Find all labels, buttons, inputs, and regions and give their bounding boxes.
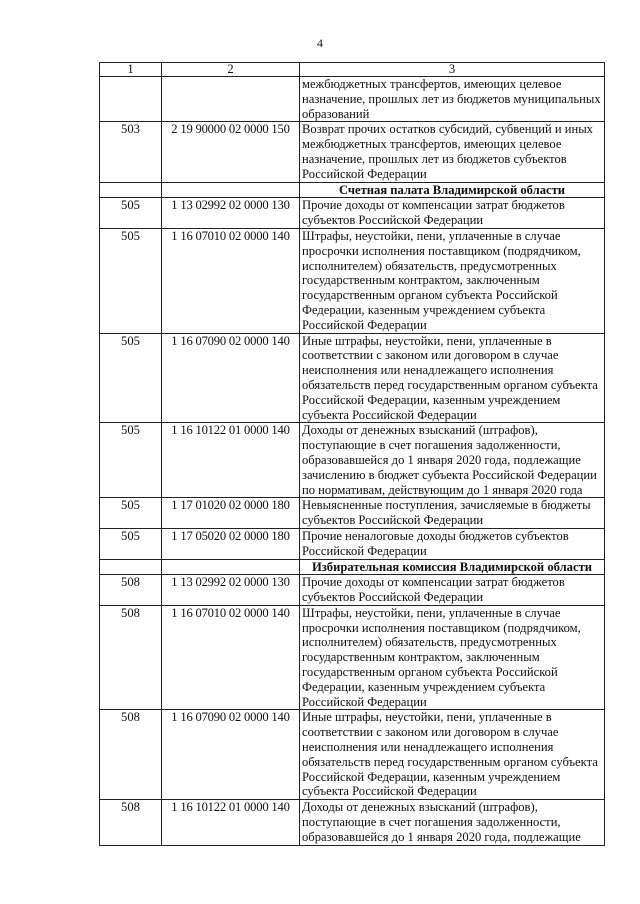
revenue-code-cell: 1 16 07010 02 0000 140 bbox=[162, 228, 300, 333]
revenue-code-cell: 1 16 07090 02 0000 140 bbox=[162, 710, 300, 800]
admin-code-cell: 505 bbox=[100, 498, 162, 529]
table-body bbox=[100, 77, 605, 846]
header-col-1: 1 bbox=[100, 63, 162, 77]
revenue-description-cell: Штрафы, неустойки, пени, уплаченные в случае просрочки исполнения поставщиком (подрядчиком, исполнителем) обязательств, предусмотренных государственным контрактом, заключенным государственным органом субъекта Российской Федерации, казенным учреждением субъекта Российской Федерации bbox=[300, 605, 605, 710]
revenue-code-cell bbox=[162, 77, 300, 122]
revenue-code-cell: 1 13 02992 02 0000 130 bbox=[162, 575, 300, 606]
admin-code-cell: 508 bbox=[100, 710, 162, 800]
table-row bbox=[100, 77, 605, 122]
admin-code-cell: 505 bbox=[100, 423, 162, 498]
revenue-code-cell: 1 16 07090 02 0000 140 bbox=[162, 333, 300, 423]
revenue-code-cell: 1 16 10122 01 0000 140 bbox=[162, 800, 300, 845]
admin-code-cell bbox=[100, 182, 162, 198]
table-row bbox=[100, 198, 605, 229]
revenue-code-cell: 2 19 90000 02 0000 150 bbox=[162, 122, 300, 182]
revenue-description-cell: Доходы от денежных взысканий (штрафов), поступающие в счет погашения задолженности, образовавшейся до 1 января 2020 года, подлежащие зачислению в бюджет субъекта Российской Федерации по нормативам, действующим до 1 января 2020 года bbox=[300, 423, 605, 498]
revenue-code-cell: 1 17 05020 02 0000 180 bbox=[162, 528, 300, 559]
revenue-description-cell: Прочие неналоговые доходы бюджетов субъектов Российской Федерации bbox=[300, 528, 605, 559]
table-row bbox=[100, 498, 605, 529]
revenue-description-cell: межбюджетных трансфертов, имеющих целевое назначение, прошлых лет из бюджетов муниципальных образований bbox=[300, 77, 605, 122]
table-row bbox=[100, 122, 605, 182]
admin-code-cell: 505 bbox=[100, 228, 162, 333]
header-col-2: 2 bbox=[162, 63, 300, 77]
admin-code-cell: 505 bbox=[100, 528, 162, 559]
revenue-code-cell: 1 16 07010 02 0000 140 bbox=[162, 605, 300, 710]
revenue-description-cell: Прочие доходы от компенсации затрат бюджетов субъектов Российской Федерации bbox=[300, 198, 605, 229]
admin-code-cell: 508 bbox=[100, 605, 162, 710]
table-row bbox=[100, 228, 605, 333]
table-header bbox=[100, 63, 605, 77]
section-title-cell: Счетная палата Владимирской области bbox=[300, 182, 605, 198]
revenue-code-cell: 1 13 02992 02 0000 130 bbox=[162, 198, 300, 229]
admin-code-cell: 505 bbox=[100, 333, 162, 423]
revenue-description-cell: Штрафы, неустойки, пени, уплаченные в случае просрочки исполнения поставщиком (подрядчиком, исполнителем) обязательств, предусмотренных государственным контрактом, заключенным государственным органом субъекта Российской Федерации, казенным учреждением субъекта Российской Федерации bbox=[300, 228, 605, 333]
table-row bbox=[100, 800, 605, 845]
revenue-codes-table bbox=[99, 62, 605, 846]
table-row bbox=[100, 333, 605, 423]
revenue-description-cell: Иные штрафы, неустойки, пени, уплаченные в соответствии с законом или договором в случае неисполнения или ненадлежащего исполнения обязательств перед государственным органом субъекта Российской Федерации, казенным учреждением субъекта Российской Федерации bbox=[300, 333, 605, 423]
admin-code-cell bbox=[100, 559, 162, 575]
admin-code-cell bbox=[100, 77, 162, 122]
table-row bbox=[100, 710, 605, 800]
admin-code-cell: 505 bbox=[100, 198, 162, 229]
revenue-description-cell: Возврат прочих остатков субсидий, субвенций и иных межбюджетных трансфертов, имеющих целевое назначение, прошлых лет из бюджетов субъектов Российской Федерации bbox=[300, 122, 605, 182]
revenue-code-cell: 1 16 10122 01 0000 140 bbox=[162, 423, 300, 498]
table-row bbox=[100, 605, 605, 710]
revenue-code-cell bbox=[162, 182, 300, 198]
revenue-code-cell: 1 17 01020 02 0000 180 bbox=[162, 498, 300, 529]
revenue-description-cell: Иные штрафы, неустойки, пени, уплаченные в соответствии с законом или договором в случае неисполнения или ненадлежащего исполнения обязательств перед государственным органом субъекта Российской Федерации, казенным учреждением субъекта Российской Федерации bbox=[300, 710, 605, 800]
section-header-row bbox=[100, 182, 605, 198]
revenue-code-cell bbox=[162, 559, 300, 575]
page-number: 4 bbox=[317, 36, 323, 50]
revenue-description-cell: Прочие доходы от компенсации затрат бюджетов субъектов Российской Федерации bbox=[300, 575, 605, 606]
section-header-row bbox=[100, 559, 605, 575]
table-row bbox=[100, 575, 605, 606]
table-row bbox=[100, 528, 605, 559]
header-col-3: 3 bbox=[300, 63, 605, 77]
admin-code-cell: 508 bbox=[100, 800, 162, 845]
header-row bbox=[100, 63, 605, 77]
admin-code-cell: 503 bbox=[100, 122, 162, 182]
revenue-description-cell: Невыясненные поступления, зачисляемые в бюджеты субъектов Российской Федерации bbox=[300, 498, 605, 529]
section-title-cell: Избирательная комиссия Владимирской области bbox=[300, 559, 605, 575]
admin-code-cell: 508 bbox=[100, 575, 162, 606]
table-row bbox=[100, 423, 605, 498]
revenue-description-cell: Доходы от денежных взысканий (штрафов), поступающие в счет погашения задолженности, образовавшейся до 1 января 2020 года, подлежащие bbox=[300, 800, 605, 845]
